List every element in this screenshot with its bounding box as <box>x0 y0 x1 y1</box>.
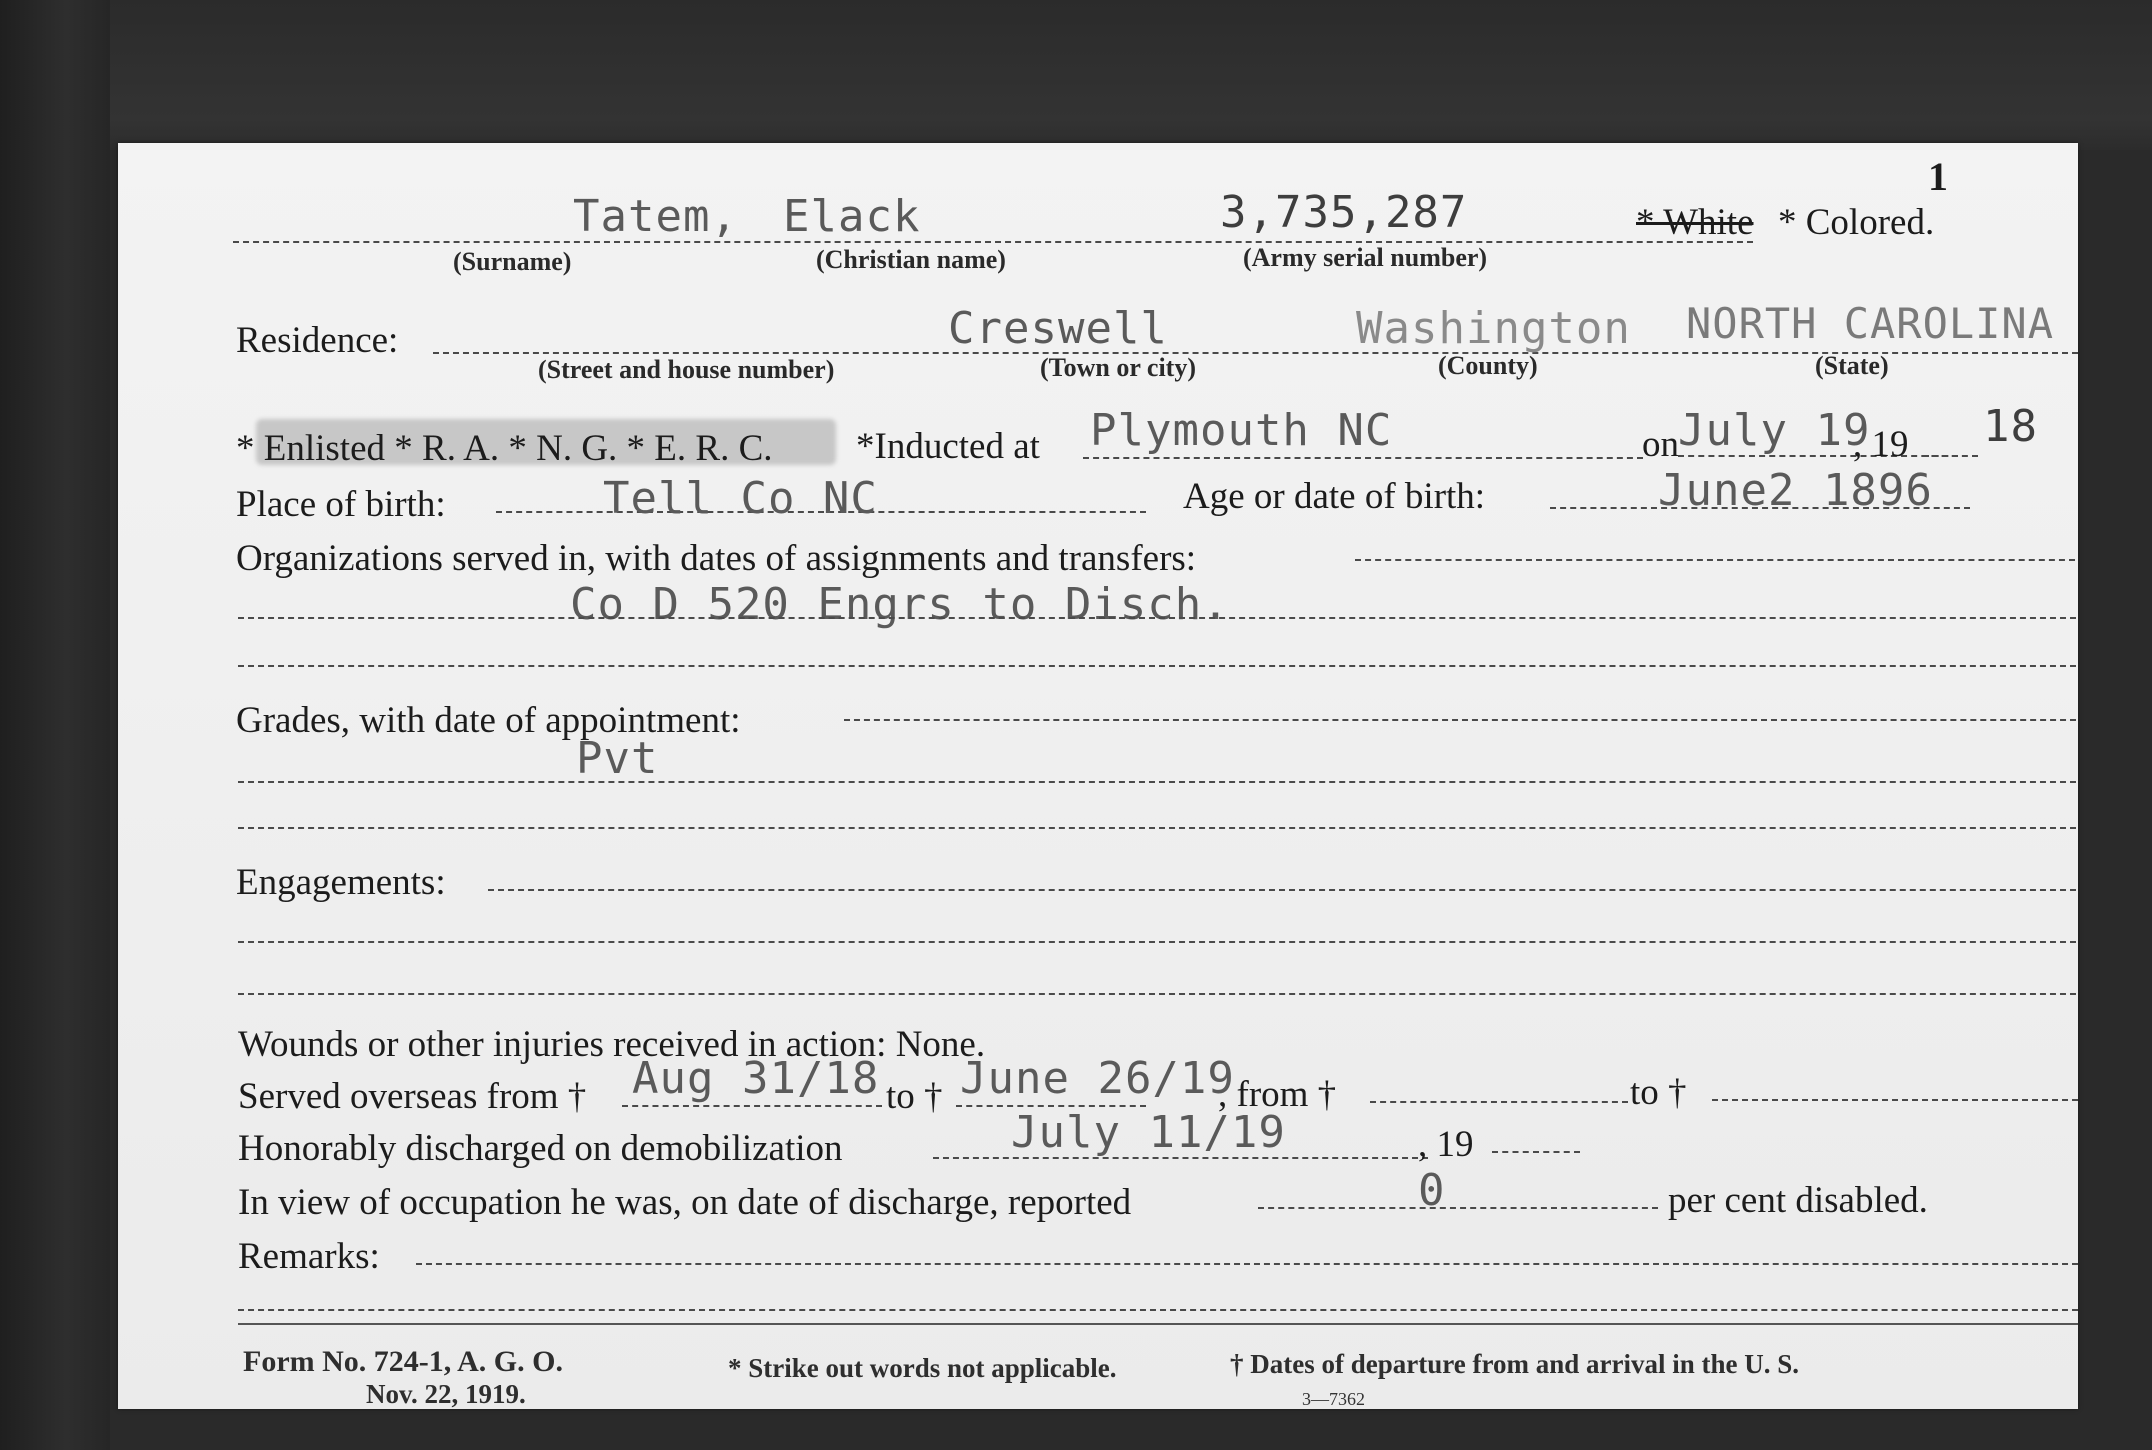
state-caption: (State) <box>1815 351 1889 380</box>
residence-label: Residence: <box>236 320 399 361</box>
organizations-line-3 <box>238 665 2076 667</box>
overseas-to-value: June 26/19 <box>960 1053 1235 1104</box>
grades-line-1 <box>844 719 2076 721</box>
organizations-label: Organizations served in, with dates of assignments and transfers: <box>236 538 1197 579</box>
engagements-line-3 <box>238 993 2076 995</box>
overseas-to-label: to † <box>886 1076 943 1117</box>
print-code: 3—7362 <box>1302 1389 1365 1409</box>
county-value: Washington <box>1356 303 1631 354</box>
birth-place-value: Tell Co NC <box>603 473 878 524</box>
county-caption: (County) <box>1438 351 1538 380</box>
remarks-line-1 <box>416 1263 2078 1265</box>
engagements-label: Engagements: <box>236 862 446 903</box>
inducted-place-value: Plymouth NC <box>1090 405 1393 456</box>
engagements-line-2 <box>238 941 2076 943</box>
discharge-date-line <box>933 1157 1428 1159</box>
inducted-year-line <box>1923 455 1958 457</box>
christian-name-caption: (Christian name) <box>816 245 1006 274</box>
inducted-at-label: *Inducted at <box>856 426 1040 467</box>
name-line <box>233 241 1753 243</box>
grade-value: Pvt <box>576 733 659 784</box>
discharge-date-value: July 11/19 <box>1011 1107 1286 1158</box>
honorably-discharged-label: Honorably discharged on demobilization <box>238 1128 843 1169</box>
served-overseas-label: Served overseas from † <box>238 1076 587 1117</box>
inducted-year-prefix: , 19 <box>1853 424 1909 465</box>
grades-label: Grades, with date of appointment: <box>236 700 741 741</box>
town-value: Creswell <box>948 303 1168 354</box>
serial-number-value: 3,735,287 <box>1220 187 1468 238</box>
dates-note: † Dates of departure from and arrival in the U. S. <box>1230 1349 1799 1379</box>
form-number: Form No. 724-1, A. G. O. <box>243 1345 563 1378</box>
overseas-from-line <box>622 1105 882 1107</box>
per-cent-label: per cent disabled. <box>1668 1180 1928 1221</box>
town-caption: (Town or city) <box>1040 353 1196 382</box>
grades-line-3 <box>238 827 2076 829</box>
disability-line <box>1258 1207 1658 1209</box>
enlisted-options: * Enlisted * R. A. * N. G. * E. R. C. <box>236 428 773 469</box>
disability-percent-value: 0 <box>1418 1165 1446 1216</box>
age-or-dob-label: Age or date of birth: <box>1183 476 1486 517</box>
organizations-line-2 <box>238 617 2076 619</box>
organizations-value: Co D 520 Engrs to Disch. <box>570 579 1230 630</box>
overseas-from2-line <box>1370 1101 1628 1103</box>
state-value: NORTH CAROLINA <box>1686 299 2055 348</box>
discharge-year-prefix: , 19 <box>1418 1124 1474 1165</box>
strike-note: * Strike out words not applicable. <box>728 1353 1117 1383</box>
race-colored: * Colored. <box>1778 202 1935 243</box>
engagements-line-1 <box>488 889 2076 891</box>
street-caption: (Street and house number) <box>538 355 835 384</box>
discharge-year-line <box>1492 1151 1580 1153</box>
overseas-to2-line <box>1712 1099 2078 1101</box>
serial-number-caption: (Army serial number) <box>1243 243 1488 272</box>
overseas-from2-label: , from † <box>1218 1074 1337 1115</box>
on-label: on <box>1642 424 1679 465</box>
surname-caption: (Surname) <box>453 247 572 276</box>
inducted-year-value: 18 <box>1983 401 2038 452</box>
christian-name-value: Elack <box>783 191 921 242</box>
place-of-birth-label: Place of birth: <box>236 484 446 525</box>
inducted-date-value: July 19 <box>1678 405 1871 456</box>
remarks-label: Remarks: <box>238 1236 380 1277</box>
scan-border-top <box>110 0 2152 150</box>
wounds-label: Wounds or other injuries received in action: None. <box>238 1024 986 1065</box>
form-date: Nov. 22, 1919. <box>366 1379 526 1409</box>
organizations-line-1 <box>1355 559 2075 561</box>
surname-value: Tatem, <box>573 191 738 242</box>
grades-line-2 <box>238 781 2076 783</box>
occupation-label: In view of occupation he was, on date of discharge, reported <box>238 1182 1132 1223</box>
race-white-struck: * White <box>1636 202 1754 243</box>
scan-border-left <box>0 0 110 1450</box>
birth-date-value: June2 1896 <box>1658 465 1933 516</box>
remarks-line-3 <box>238 1323 2078 1325</box>
service-record-card <box>118 143 2078 1409</box>
overseas-from-value: Aug 31/18 <box>632 1053 880 1104</box>
inducted-place-line <box>1083 457 1643 459</box>
overseas-to2-label: to † <box>1630 1072 1687 1113</box>
remarks-line-2 <box>238 1309 2078 1311</box>
card-number: 1 <box>1928 154 1948 199</box>
